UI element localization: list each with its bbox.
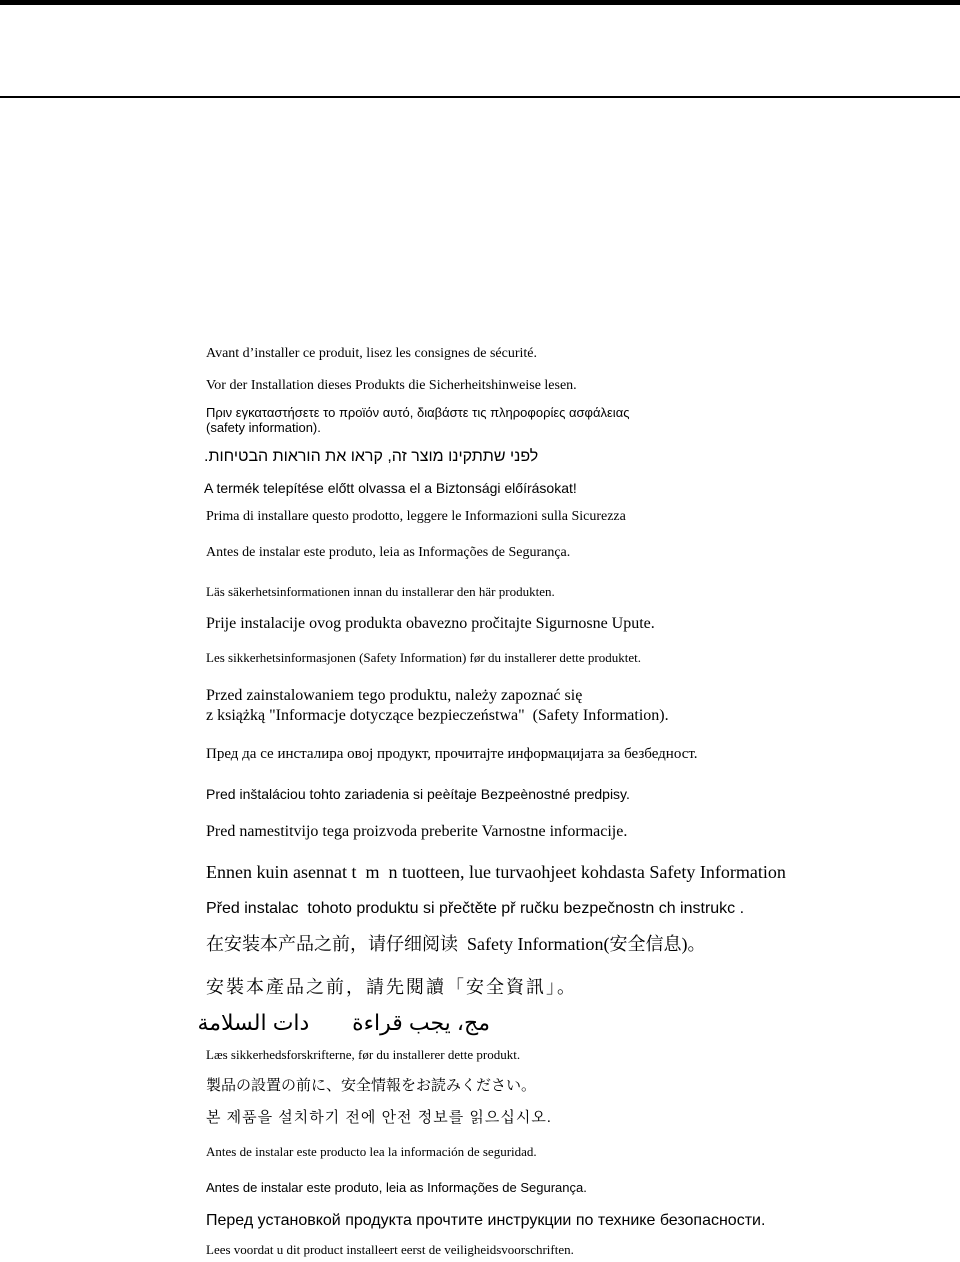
notice-greek-line2: (safety information).: [206, 420, 321, 435]
notice-german: Vor der Installation dieses Produkts die Sicherheitshinweise lesen.: [206, 378, 577, 393]
notice-greek-line1: Πριν εγκαταστήσετε το προϊόν αυτό, διαβάστε τις πληροφορίες ασφάλειας: [206, 405, 630, 420]
notice-french: Avant d’installer ce produit, lisez les consignes de sécurité.: [206, 346, 537, 361]
notice-norwegian: Les sikkerhetsinformasjonen (Safety Information) før du installerer dette produktet.: [206, 650, 642, 665]
notice-japanese: 製品の設置の前に、安全情報をお読みください。: [206, 1077, 537, 1094]
notice-arabic: مج، يجب قراءة دات السلامة: [197, 1010, 490, 1035]
notice-czech: Před instalac tohoto produktu si přečtěte př ručku bezpečnostn ch instrukc .: [206, 900, 745, 917]
notice-hebrew: לפני שתתקינו מוצר זה, קראו את הוראות הבטיחות.: [204, 448, 539, 465]
notice-slovenian: Pred namestitvijo tega proizvoda preberite Varnostne informacije.: [206, 823, 628, 840]
notice-polish-line1: Przed zainstalowaniem tego produktu, należy zapoznać się: [206, 687, 583, 704]
notice-hungarian: A termék telepítése előtt olvassa el a Biztonsági előírásokat!: [204, 480, 577, 496]
notice-finnish: Ennen kuin asennat t m n tuotteen, lue turvaohjeet kohdasta Safety Information: [206, 862, 786, 882]
notice-spanish: Antes de instalar este producto lea la información de seguridad.: [206, 1144, 537, 1159]
notice-russian: Перед установкой продукта прочтите инструкции по технике безопасности.: [206, 1212, 766, 1229]
notice-korean: 본 제품을 설치하기 전에 안전 정보를 읽으십시오.: [206, 1109, 552, 1126]
notice-chinese-simplified: 在安装本产品之前，请仔细阅读 Safety Information(安全信息)。: [206, 934, 706, 954]
notice-croatian: Prije instalacije ovog produkta obavezno pročitajte Sigurnosne Upute.: [206, 615, 655, 632]
header-rule: [0, 96, 960, 98]
notice-swedish: Läs säkerhetsinformationen innan du installerar den här produkten.: [206, 584, 555, 599]
notice-polish-line2: z książką "Informacje dotyczące bezpieczeństwa" (Safety Information).: [206, 707, 669, 724]
notice-dutch: Lees voordat u dit product installeert eerst de veiligheidsvoorschriften.: [206, 1242, 574, 1257]
notice-portuguese-portugal: Antes de instalar este produto, leia as Informações de Segurança.: [206, 1180, 587, 1195]
notice-portuguese-brazil: Antes de instalar este produto, leia as Informações de Segurança.: [206, 545, 571, 560]
notice-italian: Prima di installare questo prodotto, leggere le Informazioni sulla Sicurezza: [206, 509, 626, 524]
notice-macedonian: Пред да се инсталира овој продукт, прочитајте информацијата за безбедност.: [206, 746, 698, 762]
top-rule: [0, 0, 960, 5]
notice-danish: Læs sikkerhedsforskrifterne, før du installerer dette produkt.: [206, 1047, 521, 1062]
notice-chinese-traditional: 安裝本產品之前，請先閱讀「安全資訊」。: [206, 977, 577, 997]
notice-slovak: Pred inštaláciou tohto zariadenia si peèítaje Bezpeènostné predpisy.: [206, 786, 630, 802]
